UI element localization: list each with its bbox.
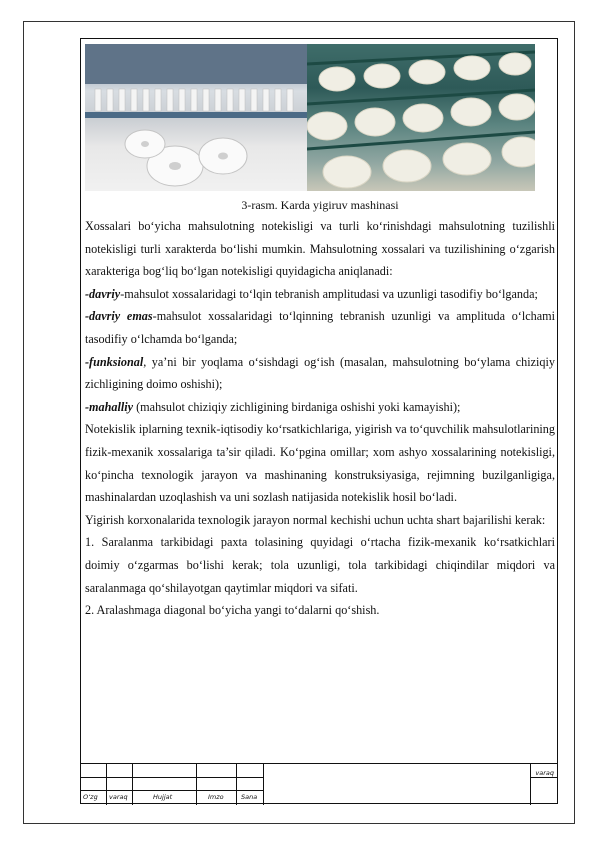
stamp-row-line — [80, 777, 263, 778]
paragraph-periodic — [85, 283, 555, 306]
stamp-divider — [106, 764, 107, 805]
paragraph-non-periodic — [85, 305, 555, 350]
term-non-periodic: -davriy emas — [85, 309, 153, 324]
paragraph-local — [85, 396, 555, 419]
paragraph-intro: Xossalari bo‘yicha mahsulotning notekisligi va turli ko‘rinishdagi mahsulotning tuzilishli notekisligi turli xarakterda bo‘lishi mumkin. Mahsulotning xossalari va tuzilishining o‘zgarish xarakteriga bog‘liq bo‘lgan notekisligi quyidagicha aniqlanadi: — [85, 219, 555, 279]
stamp-divider — [196, 764, 197, 805]
body-text — [85, 215, 555, 622]
list-item-1: 1. Saralanma tarkibidagi paxta tolasining quyidagi o‘rtacha fizik-mexanik ko‘rsatkichlari doimiy o‘zgarmas bo‘lishi kerak; tola uzunligi, tola tarkibidagi chiqindilar miqdori va saralanmaga qo‘shilayotgan qaytimlar miqdori va sifati. — [85, 535, 555, 595]
paragraph-functional — [85, 351, 555, 396]
stamp-row-line — [530, 777, 558, 778]
figure-caption: 3-rasm. Karda yigiruv mashinasi — [241, 198, 399, 212]
paragraph-factors: Notekislik iplarning texnik-iqtisodiy ko‘rsatkichlariga, yigirish va to‘quvchilik mahsulotlarining fizik-mexanik xossalariga ta’sir qiladi. Ko‘pgina omillar; xom ashyo xossalarining notekisligi, ko‘pincha texnologik jarayon va mashinaning konstruksiyasiga, rejimning buzilganligiga, mashinalardan uzoqlashish va uni sozlash natijasida notekislik hosil bo‘ladi. — [85, 422, 555, 505]
definition-non-periodic: -mahsulot xossalaridagi to‘lqinning tebranish uzunligi va amplituda o‘lchami tasodifiy o‘lchamda bo‘lganda; — [85, 309, 556, 346]
stamp-row-line — [80, 790, 263, 791]
term-periodic: -davriy — [85, 286, 121, 301]
definition-periodic: -mahsulot xossalaridagi to‘lqin tebranish amplitudasi va uzunligi tasodifiy bo‘lganda; — [120, 286, 538, 301]
yarn-spools-illustration — [85, 44, 307, 191]
stamp-divider — [236, 764, 237, 805]
yarn-bobbins-photo — [307, 44, 535, 191]
term-local: -mahalliy — [85, 399, 134, 414]
term-functional: -funksional — [85, 354, 144, 369]
stamp-divider — [132, 764, 133, 805]
yarn-bobbins-illustration — [307, 44, 535, 191]
stamp-label-signature: Imzo — [208, 793, 224, 801]
paragraph-conditions: Yigirish korxonalarida texnologik jarayon normal kechishi uchun uchta shart bajarilishi kerak: — [85, 512, 546, 527]
stamp-label-document: Hujjat — [153, 793, 173, 801]
stamp-label-sheet: varaq — [109, 793, 128, 801]
stamp-label-page: varaq — [535, 769, 554, 777]
stamp-label-date: Sana — [241, 793, 258, 801]
stamp-divider — [263, 764, 264, 805]
stamp-divider — [530, 764, 531, 805]
list-item-2: 2. Aralashmaga diagonal bo‘yicha yangi to‘dalarni qo‘shish. — [85, 603, 380, 618]
definition-functional: , ya’ni bir yoqlama o‘sishdagi og‘ish (masalan, mahsulotning bo‘ylama chiziqiy zichligining doimo oshishi); — [85, 354, 555, 392]
title-block-stamp — [80, 763, 558, 805]
stamp-label-change: O‘zg — [83, 793, 98, 801]
definition-local: (mahsulot chiziqiy zichligining birdaniga oshishi yoki kamayishi); — [133, 399, 461, 414]
yarn-spools-photo — [85, 44, 307, 191]
